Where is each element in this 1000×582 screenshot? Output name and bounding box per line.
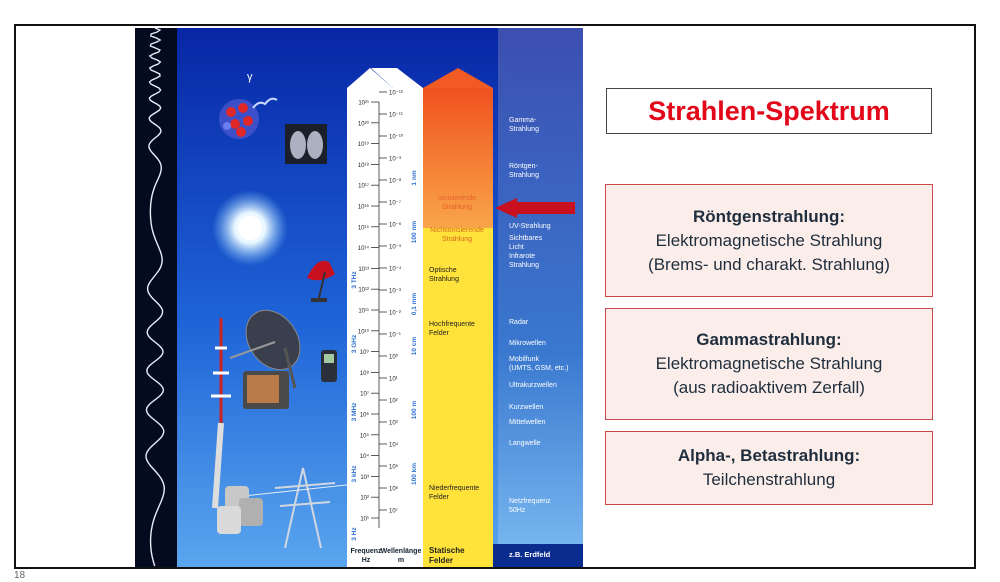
wavelength-tick-label: 10⁰ [389, 354, 399, 361]
frequency-unit-label: 3 THz [351, 271, 358, 289]
footer-static-label: Statische [429, 546, 465, 555]
xray-image-icon [285, 124, 327, 164]
wavelength-tick-label: 10⁻⁹ [389, 156, 402, 163]
title-box [606, 88, 932, 134]
frequency-tick-label: 10¹⁹ [357, 142, 369, 149]
wavelength-unit-label: 100 nm [411, 220, 418, 244]
wavelength-unit-label: 10 cm [411, 336, 418, 356]
card-alpha-beta [605, 431, 933, 505]
radiation-type-label: 50Hz [509, 507, 526, 514]
radiation-type-label: Radar [509, 319, 529, 326]
band-label: Optische [429, 267, 457, 274]
band-label: Hochfrequente [429, 321, 475, 328]
wavelength-tick-label: 10⁻² [389, 310, 401, 317]
wavelength-tick-label: 10⁻⁶ [389, 222, 402, 229]
radiation-type-label: Strahlung [509, 172, 539, 179]
wavelength-tick-label: 10⁻⁵ [389, 244, 402, 251]
wavelength-tick-label: 10¹ [389, 376, 398, 383]
frequency-unit-label: 3 GHz [351, 334, 358, 354]
footer-wave-label: Wellenlänge [380, 548, 422, 555]
wavelength-tick-label: 10⁵ [389, 464, 399, 471]
radiation-type-label: Röntgen- [509, 163, 538, 170]
footer-wave-unit: m [397, 557, 405, 564]
band-label: Strahlung [442, 204, 472, 211]
page-number: 18 [14, 570, 26, 581]
frequency-tick-label: 10²¹ [358, 100, 369, 107]
card-gamma-heading: Gammastrahlung: [696, 330, 842, 349]
wavelength-unit-label: 100 km [411, 462, 418, 486]
radiation-type-label: Infrarote [509, 253, 536, 260]
wavelength-tick-label: 10⁻⁸ [389, 178, 402, 185]
frequency-tick-label: 10⁴ [359, 454, 369, 461]
frequency-unit-label: 3 Hz [351, 527, 358, 541]
radiation-type-label: Strahlung [509, 262, 539, 269]
band-label: Felder [429, 330, 449, 337]
card-gamma-line-1: Elektromagnetische Strahlung [655, 354, 883, 373]
radiation-type-label: Netzfrequenz [509, 498, 551, 505]
radiation-type-label: UV-Strahlung [509, 223, 551, 230]
footer-example: z.B. Erdfeld [509, 550, 551, 559]
frequency-tick-label: 10²⁰ [357, 121, 369, 128]
wavelength-tick-label: 10⁻³ [389, 288, 401, 295]
wavelength-tick-label: 10⁶ [389, 486, 399, 493]
frequency-tick-label: 10⁹ [359, 350, 369, 357]
spectrum-figure [135, 28, 583, 567]
slide-title: Strahlen-Spektrum [648, 95, 890, 126]
radiation-type-label: Langwelle [509, 440, 541, 447]
footer-static-label-2: Felder [429, 556, 454, 565]
card-xray [605, 184, 933, 297]
frequency-tick-label: 10⁵ [359, 433, 369, 440]
frequency-unit-label: 3 MHz [351, 402, 358, 422]
wave-strip [135, 28, 177, 567]
wavelength-tick-label: 10⁻⁴ [389, 266, 402, 273]
wavelength-unit-label: 0,1 mm [411, 292, 418, 316]
frequency-tick-label: 10¹⁵ [357, 225, 369, 232]
frequency-tick-label: 10⁸ [359, 370, 369, 377]
television-icon [243, 371, 289, 409]
band-label: Nichtionisierende [430, 227, 484, 234]
slide [14, 24, 976, 569]
band-label: Strahlung [429, 276, 459, 283]
card-alpha-beta-heading: Alpha-, Betastrahlung: [677, 446, 861, 465]
frequency-tick-label: 10¹⁰ [357, 329, 369, 336]
radiation-types-column [498, 28, 583, 567]
frequency-tick-label: 10¹⁷ [358, 183, 369, 190]
footer-freq-unit: Hz [361, 557, 371, 564]
frequency-unit-label: 3 kHz [351, 465, 358, 483]
mobile-phone-icon [321, 350, 337, 382]
wavelength-tick-label: 10² [389, 398, 398, 405]
wavelength-tick-label: 10⁷ [389, 508, 398, 515]
band-label: Strahlung [442, 236, 472, 243]
frequency-tick-label: 10¹¹ [358, 308, 369, 315]
frequency-tick-label: 10⁷ [360, 391, 369, 398]
radiation-type-label: Sichtbares [509, 235, 543, 242]
wavelength-tick-label: 10⁻¹ [389, 332, 401, 339]
frequency-tick-label: 10¹² [358, 287, 369, 294]
frequency-tick-label: 10² [360, 495, 369, 502]
card-xray-line-2: (Brems- und charakt. Strahlung) [648, 254, 890, 274]
frequency-tick-label: 10¹⁶ [357, 204, 369, 211]
wavelength-unit-label: 100 m [411, 400, 418, 420]
frequency-tick-label: 10¹³ [358, 266, 369, 273]
card-alpha-beta-line-1: Teilchenstrahlung [702, 470, 836, 489]
band-label: Ionisierende [437, 195, 477, 202]
frequency-tick-label: 10¹⁸ [357, 162, 369, 169]
radiation-type-label: Mobilfunk [509, 356, 539, 363]
radiation-type-label: (UMTS, GSM, etc.) [509, 365, 569, 372]
card-xray-heading: Röntgenstrahlung: [692, 206, 846, 226]
radiation-type-label: Licht [509, 244, 524, 251]
wavelength-tick-label: 10⁴ [389, 442, 399, 449]
radiation-type-label: Strahlung [509, 126, 539, 133]
gamma-symbol: γ [247, 71, 253, 83]
radiation-type-label: Mittelwellen [509, 419, 546, 426]
wavelength-tick-label: 10⁻¹⁰ [389, 134, 404, 141]
wavelength-unit-label: 1 nm [411, 170, 418, 186]
card-xray-line-1: Elektromagnetische Strahlung [655, 230, 883, 250]
wavelength-tick-label: 10⁻¹¹ [389, 112, 403, 119]
band-label: Felder [429, 494, 449, 501]
radiation-type-label: Ultrakurzwellen [509, 382, 557, 389]
radiation-type-label: Mikrowellen [509, 340, 546, 347]
frequency-tick-label: 10⁶ [359, 412, 369, 419]
frequency-tick-label: 10³ [360, 474, 369, 481]
wavelength-tick-label: 10⁻⁷ [389, 200, 402, 207]
radiation-type-label: Gamma- [509, 117, 537, 124]
frequency-tick-label: 10¹⁴ [357, 246, 369, 253]
card-gamma-line-2: (aus radioaktivem Zerfall) [673, 378, 865, 397]
card-gamma [605, 308, 933, 420]
footer-freq-label: Frequenz [350, 548, 382, 555]
sun-icon [212, 190, 288, 266]
frequency-tick-label: 10¹ [360, 516, 369, 523]
radiation-type-label: Kurzwellen [509, 404, 544, 411]
wavelength-tick-label: 10⁻¹² [389, 90, 403, 97]
wavelength-tick-label: 10³ [389, 420, 398, 427]
band-label: Niederfrequente [429, 485, 480, 492]
